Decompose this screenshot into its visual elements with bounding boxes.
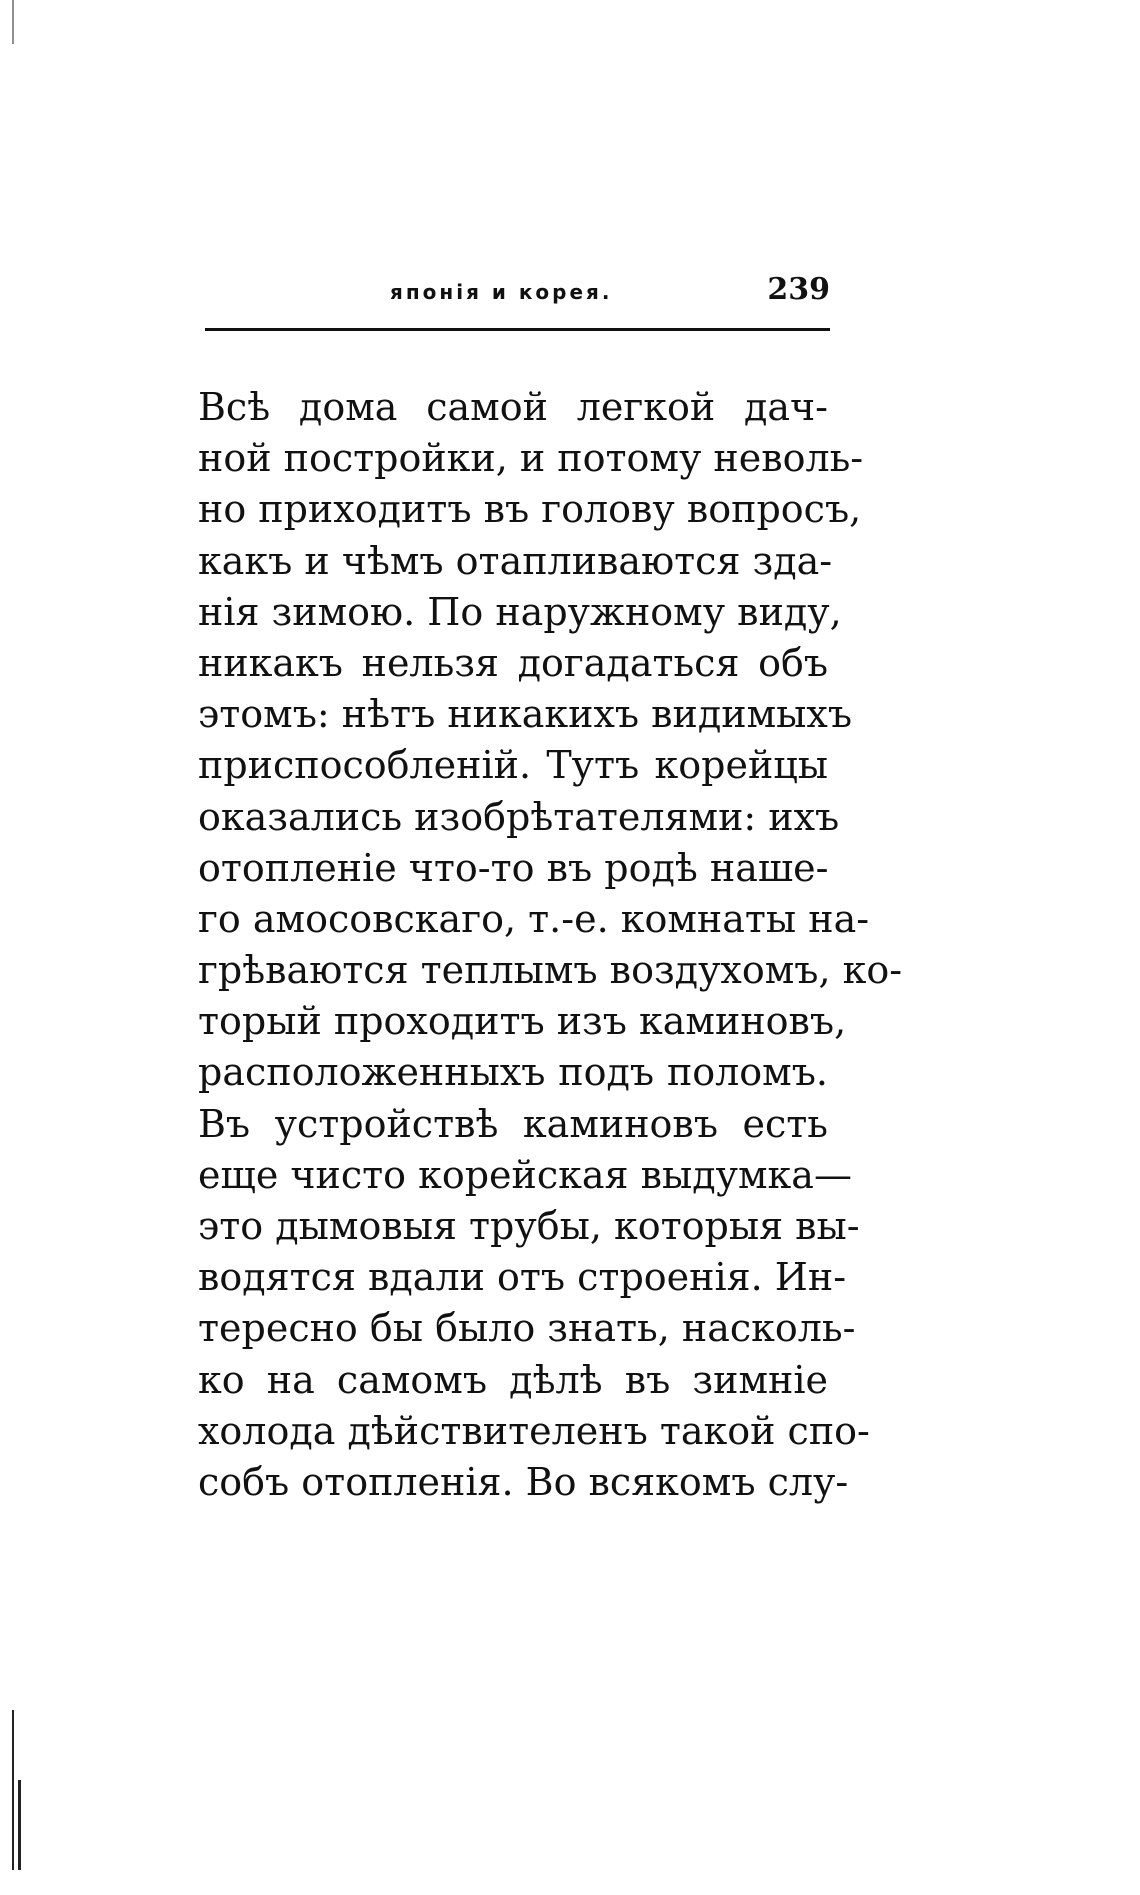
- body-text: [198, 382, 903, 1508]
- text-line: но приходитъ въ голову вопросъ,: [198, 487, 862, 532]
- scan-edge-bottom-thick: [18, 1780, 21, 1870]
- text-line: водятся вдали отъ строенія. Ин-: [198, 1255, 847, 1300]
- running-head: [200, 272, 830, 312]
- text-line: торый проходитъ изъ каминовъ,: [198, 999, 847, 1044]
- text-line: тересно бы было знать, насколь-: [198, 1306, 856, 1351]
- text-line: грѣваются теплымъ воздухомъ, ко-: [198, 948, 903, 993]
- text-line: го амосовскаго, т.-е. комнаты на-: [198, 896, 870, 941]
- text-line: нія зимою. По наружному виду,: [198, 589, 842, 634]
- text-line: еще чисто корейская выдумка—: [198, 1152, 852, 1197]
- text-line: никакъ нельзя догадаться объ: [198, 640, 828, 685]
- text-line: ной постройки, и потому неволь-: [198, 436, 864, 481]
- page-number: 239: [767, 272, 830, 307]
- text-line: собъ отопленія. Во всякомъ слу-: [198, 1459, 849, 1504]
- header-rule: [205, 328, 830, 331]
- text-line: приспособленій. Тутъ корейцы: [198, 743, 828, 788]
- text-line: это дымовыя трубы, которыя вы-: [198, 1204, 860, 1248]
- text-line: Въ устройствѣ каминовъ есть: [198, 1101, 828, 1146]
- text-line: Всѣ дома самой легкой дач-: [198, 385, 828, 429]
- text-line: расположенныхъ подъ поломъ.: [198, 1050, 828, 1095]
- text-line: оказались изобрѣтателями: ихъ: [198, 794, 840, 839]
- scan-edge-bottom: [12, 1710, 14, 1870]
- text-line: какъ и чѣмъ отапливаются зда-: [198, 538, 833, 583]
- text-line: холода дѣйствителенъ такой спо-: [198, 1408, 870, 1453]
- running-title: японія и корея.: [390, 280, 613, 304]
- text-line: этомъ: нѣтъ никакихъ видимыхъ: [198, 692, 852, 737]
- scan-edge-top: [12, 0, 14, 44]
- text-line: ко на самомъ дѣлѣ въ зимніе: [198, 1357, 828, 1402]
- text-line: отопленіе что-то въ родѣ наше-: [198, 845, 829, 890]
